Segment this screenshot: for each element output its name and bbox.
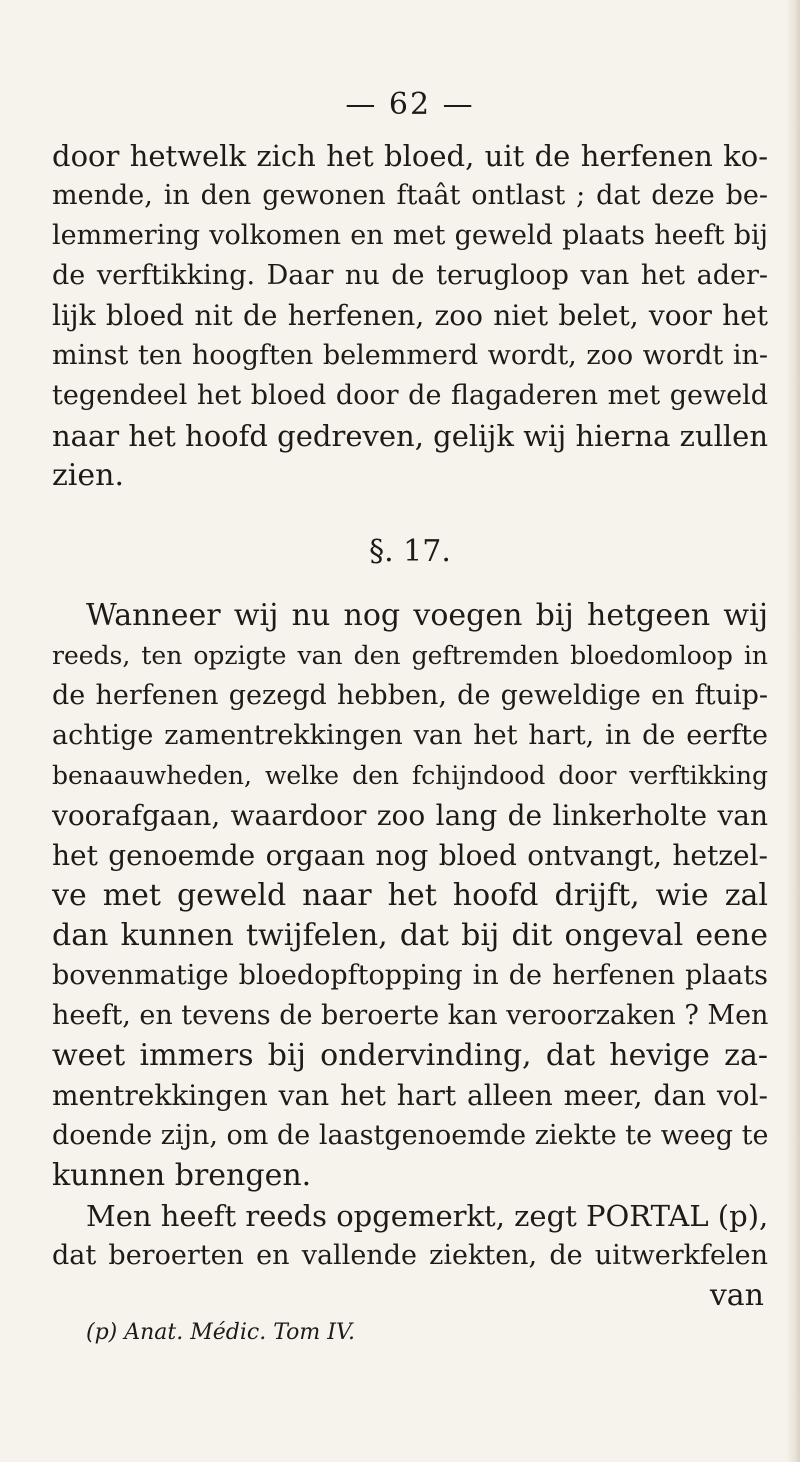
text-line: zien.	[52, 458, 125, 493]
text-line: lemmering volkomen en met geweld plaats heeft bij	[52, 220, 768, 251]
text-line: de herfenen gezegd hebben, de geweldige en ftuip-	[52, 680, 768, 711]
text-line: dan kunnen twijfelen, dat bij dit ongeval eene	[52, 918, 768, 953]
text-line: door hetwelk zich het bloed, uit de herfenen ko-	[52, 139, 768, 173]
text-line: heeft, en tevens de beroerte kan veroorzaken ? Men	[52, 1000, 768, 1031]
footnote: (p) Anat. Médic. Tom IV.	[86, 1320, 356, 1345]
page-number-header: — 62 —	[345, 87, 475, 122]
paragraph-2	[52, 596, 768, 1196]
text-line: lijk bloed nit de herfenen, zoo niet belet, voor het	[52, 299, 768, 332]
text-line: bovenmatige bloedopftopping in de herfenen plaats	[52, 960, 768, 991]
catchword: van	[709, 1278, 764, 1313]
paragraph-3	[52, 1196, 768, 1276]
text-line: weet immers bij ondervinding, dat hevige za-	[52, 1038, 768, 1073]
text-line: voorafgaan, waardoor zoo lang de linkerholte van	[52, 799, 768, 832]
text-line: het genoemde orgaan nog bloed ontvangt, hetzel-	[52, 839, 768, 872]
page-edge-shadow	[786, 0, 800, 1462]
text-line: de verftikking. Daar nu de terugloop van het ader-	[52, 260, 768, 291]
text-line: ve met geweld naar het hoofd drijft, wie zal	[52, 878, 768, 913]
text-line: achtige zamentrekkingen van het hart, in de eerfte	[52, 720, 768, 751]
paragraph-1	[52, 136, 768, 496]
text-line: benaauwheden, welke den fchijndood door verftikking	[52, 761, 768, 790]
text-line: tegendeel het bloed door de flagaderen met geweld	[52, 380, 768, 411]
text-line: kunnen brengen.	[52, 1158, 312, 1193]
text-line: naar het hoofd gedreven, gelijk wij hierna zullen	[52, 419, 768, 453]
text-line: dat beroerten en vallende ziekten, de uitwerkfelen	[52, 1240, 768, 1271]
text-line: reeds, ten opzigte van den geftremden bloedomloop in	[52, 641, 768, 670]
section-heading: §. 17.	[369, 534, 451, 569]
text-line: Men heeft reeds opgemerkt, zegt PORTAL (p),	[86, 1199, 768, 1233]
text-line: doende zijn, om de laastgenoemde ziekte te weeg te	[52, 1120, 768, 1151]
text-line: mende, in den gewonen ftaât ontlast ; dat deze be-	[52, 180, 768, 211]
text-line: minst ten hoogften belemmerd wordt, zoo wordt in-	[52, 340, 768, 371]
text-line: mentrekkingen van het hart alleen meer, dan vol-	[52, 1079, 768, 1112]
text-line: Wanneer wij nu nog voegen bij hetgeen wij	[86, 598, 768, 633]
page-text	[52, 80, 768, 1350]
